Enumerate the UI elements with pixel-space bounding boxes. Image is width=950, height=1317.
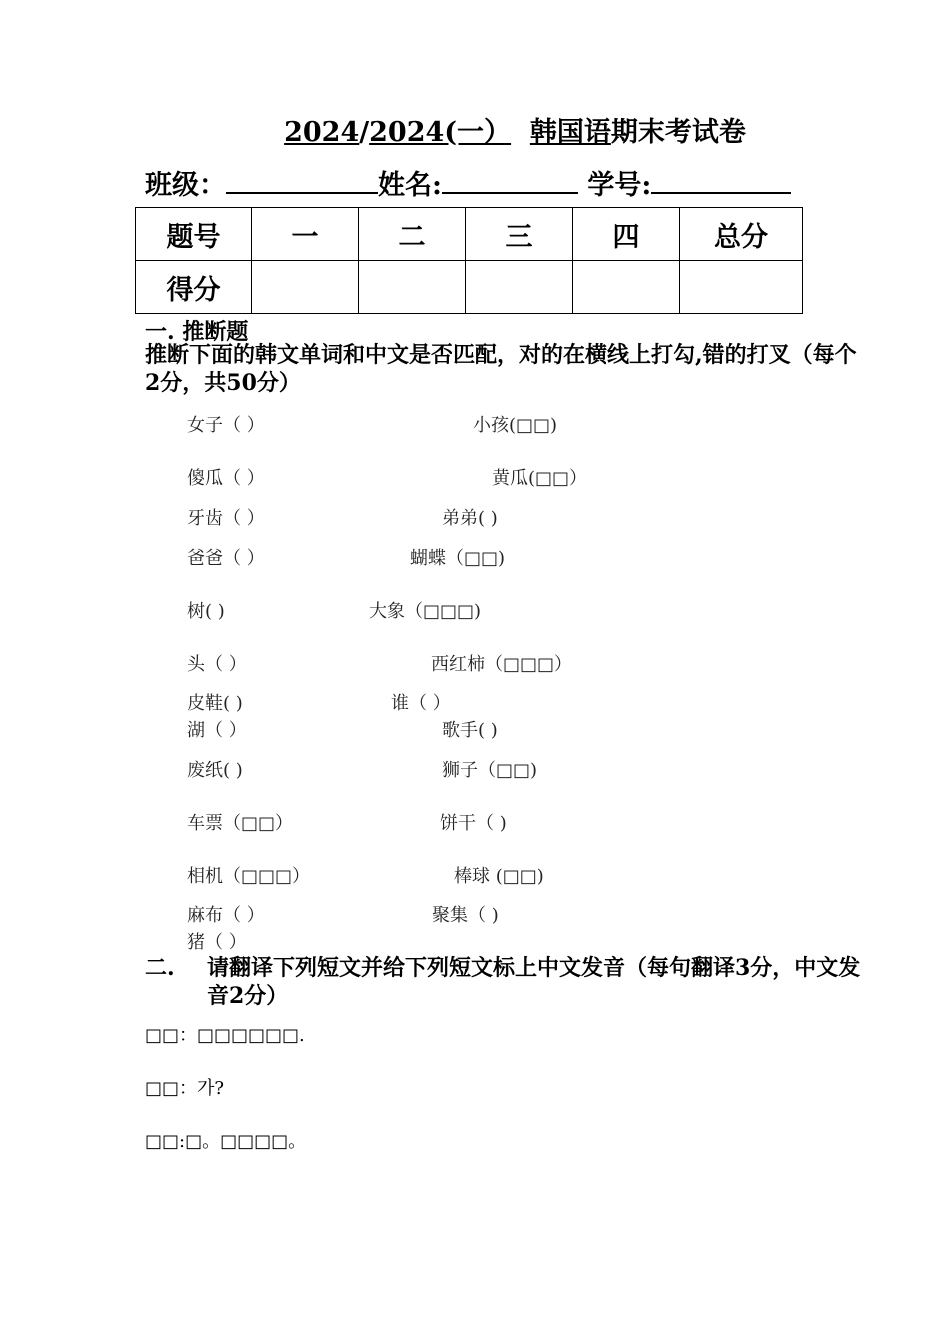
list-item: 皮鞋( ) [187, 693, 243, 714]
title-year-1: 2024 [284, 117, 360, 148]
list-item: 狮子（□□) [442, 760, 538, 781]
list-item: 傻瓜（ ） [187, 468, 265, 489]
score-cell[interactable] [252, 261, 359, 314]
list-item: 饼干（ ) [440, 813, 507, 834]
score-row-label: 得分 [136, 261, 252, 314]
list-item: 相机（□□□） [187, 866, 311, 887]
score-cell[interactable] [359, 261, 466, 314]
list-item: 猪（ ） [187, 932, 247, 953]
title-slash: / [359, 117, 370, 148]
class-label: 班级： [145, 170, 226, 201]
list-item: 蝴蝶（□□) [410, 548, 506, 569]
header-cell: 二 [359, 208, 466, 261]
id-label: 学号: [587, 170, 652, 201]
score-cell[interactable] [573, 261, 680, 314]
score-cell[interactable] [466, 261, 573, 314]
name-blank[interactable] [442, 166, 578, 194]
list-item: 湖（ ） [187, 720, 247, 741]
score-cell[interactable] [680, 261, 803, 314]
student-info-line [145, 163, 791, 202]
score-table-score-row [136, 261, 803, 314]
list-item: 废纸( ) [187, 760, 243, 781]
list-item: 树( ) [187, 601, 225, 622]
section2-heading: 请翻译下列短文并给下列短文标上中文发音（每句翻译3分，中文发音2分） [207, 955, 861, 1009]
section1-instruction: 推断下面的韩文单词和中文是否匹配，对的在横线上打勾,错的打叉（每个2分，共50分） [145, 342, 857, 396]
list-item: 棒球 (□□) [454, 866, 544, 887]
title-subject: 韩国语 [529, 117, 611, 148]
score-table [135, 207, 803, 314]
list-item: 小孩(□□) [473, 415, 558, 436]
list-item: 麻布（ ） [187, 905, 265, 926]
id-blank[interactable] [651, 166, 791, 194]
header-cell: 三 [466, 208, 573, 261]
dialogue-line: □□：가? [145, 1078, 225, 1099]
score-table-header-row [136, 208, 803, 261]
title-year-2: 2024(一） [369, 117, 512, 148]
header-cell: 一 [252, 208, 359, 261]
list-item: 大象（□□□) [369, 601, 482, 622]
page-title [0, 110, 950, 149]
list-item: 牙齿（ ） [187, 508, 265, 529]
list-item: 头（ ） [187, 654, 247, 675]
dialogue-line: □□：□□□□□□. [145, 1025, 305, 1046]
list-item: 爸爸（ ） [187, 548, 265, 569]
header-cell: 四 [573, 208, 680, 261]
list-item: 谁（ ） [391, 693, 451, 714]
title-exam: 期末考试卷 [610, 117, 746, 148]
header-cell: 总分 [680, 208, 803, 261]
section2-number: 二. [145, 955, 175, 981]
list-item: 聚集（ ) [432, 905, 499, 926]
list-item: 弟弟( ) [442, 508, 498, 529]
list-item: 歌手( ) [442, 720, 498, 741]
list-item: 西红柿（□□□） [431, 654, 573, 675]
section1-heading: 一. 推断题 [145, 319, 249, 345]
header-cell: 题号 [136, 208, 252, 261]
list-item: 黄瓜(□□） [492, 468, 588, 489]
list-item: 女子（ ） [187, 415, 265, 436]
name-label: 姓名: [378, 170, 442, 201]
list-item: 车票（□□） [187, 813, 294, 834]
section2-heading-block [145, 954, 865, 1014]
dialogue-line: □□:□。□□□□。 [145, 1131, 307, 1152]
class-blank[interactable] [226, 166, 378, 194]
